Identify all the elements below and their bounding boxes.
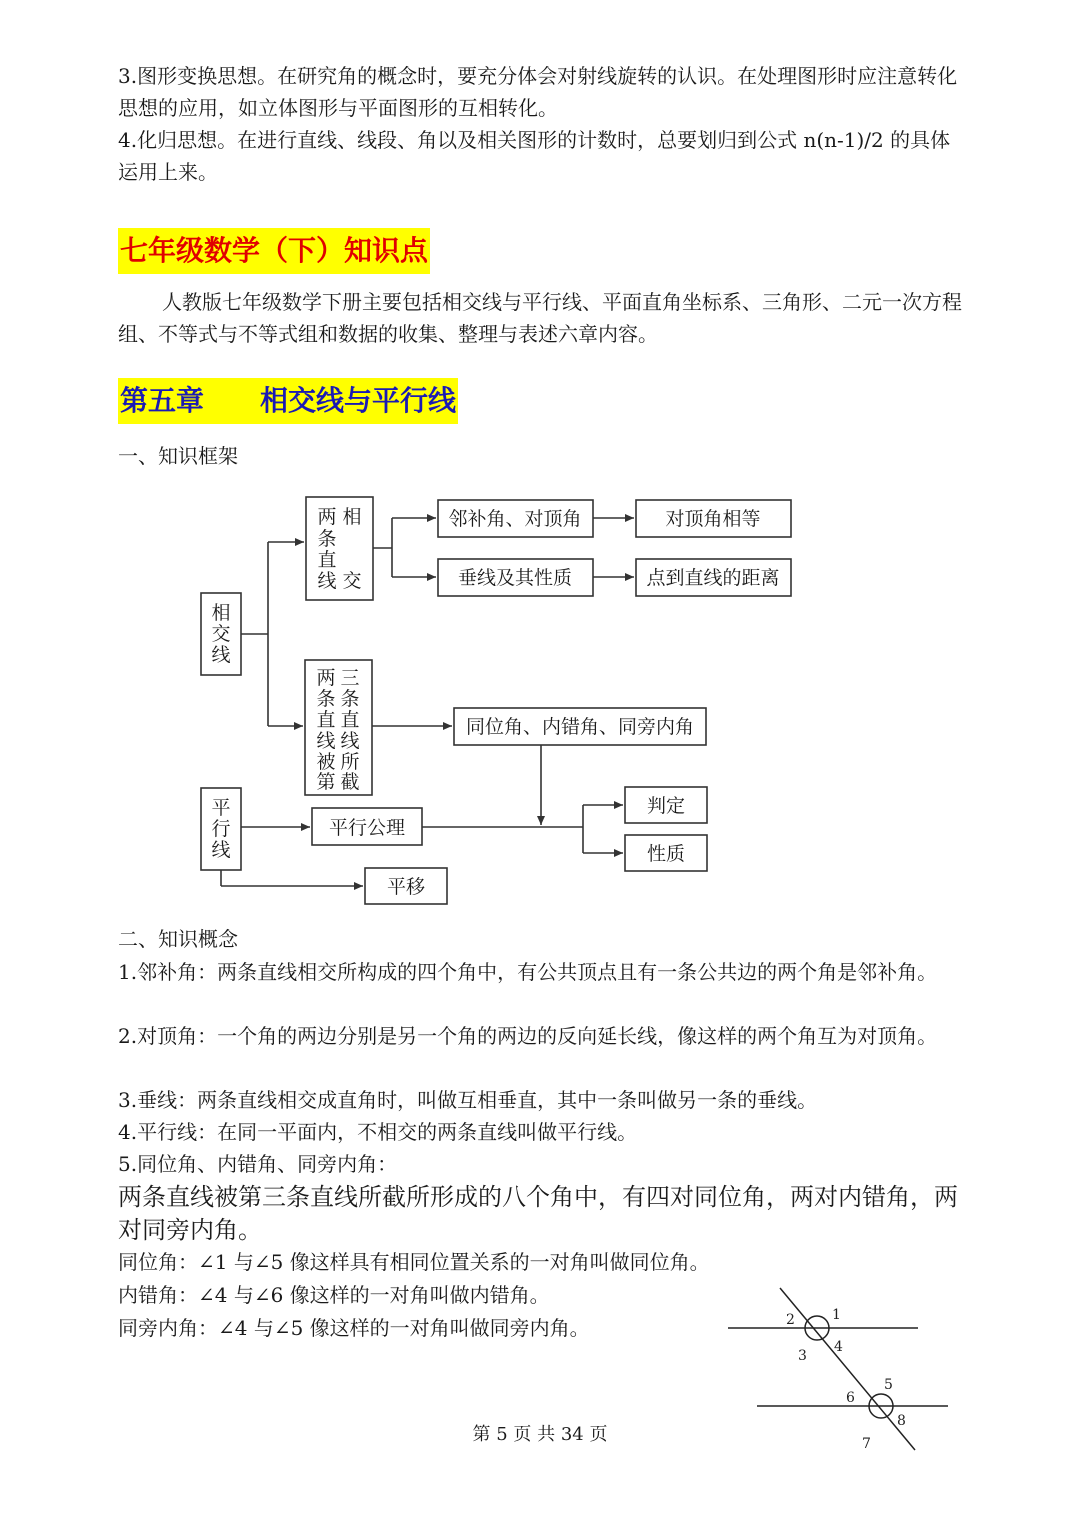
concepts-title: 二、知识概念: [118, 927, 238, 951]
corresponding-angle-def: 同位角：∠1 与∠5 像这样具有相同位置关系的一对角叫做同位角。: [118, 1250, 710, 1274]
big-statement: 两条直线被第三条直线所截所形成的八个角中，有四对同位角，两对内错角，两对同旁内角。: [118, 1183, 958, 1244]
parallel-lines-char-3: 线: [211, 839, 231, 861]
intro-paragraph-3: 3.图形变换思想。在研究角的概念时，要充分体会对射线旋转的认识。在处理图形时应注意转化思想的应用，如立体图形与平面图形的互相转化。: [118, 64, 958, 120]
parallel-axiom-label: 平行公理: [328, 817, 406, 839]
parallel-lines-char-1: 平: [211, 797, 231, 819]
page-footer: 第 5 页 共 34 页: [472, 1424, 608, 1445]
two-lines-char-6: 交: [342, 570, 362, 592]
intro-paragraph-4: 4.化归思想。在进行直线、线段、角以及相关图形的计数时，总要划归到公式 n(n-1)/2 的具体运用上来。: [118, 128, 951, 184]
point-line-distance-label: 点到直线的距离: [646, 567, 780, 589]
judgement-label: 判定: [646, 795, 686, 817]
concept-vertical-angle: 2.对顶角：一个角的两边分别是另一个角的两边的反向延长线，像这样的两个角互为对顶角。: [118, 1024, 938, 1048]
angle-label-2: 2: [786, 1312, 795, 1328]
concept-parallel: 4.平行线：在同一平面内，不相交的两条直线叫做平行线。: [118, 1120, 638, 1144]
perpendicular-label: 垂线及其性质: [457, 567, 573, 589]
three-lines-char-8: 线: [340, 730, 360, 752]
three-lines-char-4: 条: [340, 688, 360, 710]
angle-label-8: 8: [897, 1413, 906, 1429]
concept-adjacent-angle: 1.邻补角：两条直线相交所构成的四个角中，有公共顶点且有一条公共边的两个角是邻补角。: [118, 960, 938, 984]
two-lines-char-3: 条: [317, 528, 337, 550]
same-side-interior-def: 同旁内角：∠4 与∠5 像这样的一对角叫做同旁内角。: [118, 1316, 590, 1340]
angle-label-3: 3: [798, 1348, 807, 1364]
adjacent-vertical-label: 邻补角、对顶角: [448, 508, 582, 530]
angle-label-6: 6: [846, 1390, 855, 1406]
intersecting-lines-char-3: 线: [211, 644, 231, 666]
section-intro: 人教版七年级数学下册主要包括相交线与平行线、平面直角坐标系、三角形、二元一次方程组、不等式与不等式组和数据的收集、整理与表述六章内容。: [118, 290, 962, 346]
three-lines-char-10: 所: [340, 751, 360, 773]
framework-title: 一、知识框架: [118, 444, 238, 468]
two-lines-char-5: 线: [317, 570, 337, 592]
three-lines-char-1: 两: [316, 667, 336, 689]
intersecting-lines-char-1: 相: [211, 602, 231, 624]
three-lines-char-12: 截: [340, 771, 360, 793]
box-two-lines-intersect: [306, 497, 373, 600]
three-lines-char-2: 三: [340, 667, 360, 689]
three-lines-char-9: 被: [316, 751, 336, 773]
angle-label-7: 7: [862, 1436, 871, 1452]
box-three-lines-cut: [305, 660, 372, 795]
intersecting-lines-char-2: 交: [211, 623, 231, 645]
three-lines-char-6: 直: [340, 709, 360, 731]
translation-label: 平移: [386, 876, 426, 898]
concept-perpendicular: 3.垂线：两条直线相交成直角时，叫做互相垂直，其中一条叫做另一条的垂线。: [118, 1088, 818, 1112]
two-lines-char-2: 相: [342, 506, 362, 528]
parallel-lines-char-2: 行: [211, 818, 231, 840]
three-lines-char-7: 线: [316, 730, 336, 752]
section-heading: 七年级数学（下）知识点: [118, 228, 430, 274]
angle-label-4: 4: [834, 1339, 843, 1355]
three-lines-char-3: 条: [316, 688, 336, 710]
angle-label-5: 5: [884, 1377, 893, 1393]
angle-types-label: 同位角、内错角、同旁内角: [465, 716, 695, 738]
angle-label-1: 1: [832, 1307, 841, 1323]
three-lines-char-11: 第: [316, 771, 336, 793]
two-lines-char-4: 直: [317, 549, 337, 571]
chapter-heading: 第五章 相交线与平行线: [118, 378, 458, 424]
alternate-interior-def: 内错角：∠4 与∠6 像这样的一对角叫做内错角。: [118, 1283, 550, 1307]
property-label: 性质: [646, 843, 686, 865]
two-lines-char-1: 两: [317, 506, 337, 528]
three-lines-char-5: 直: [316, 709, 336, 731]
vertical-equal-label: 对顶角相等: [665, 508, 761, 530]
concept-angle-types: 5.同位角、内错角、同旁内角：: [118, 1152, 398, 1176]
